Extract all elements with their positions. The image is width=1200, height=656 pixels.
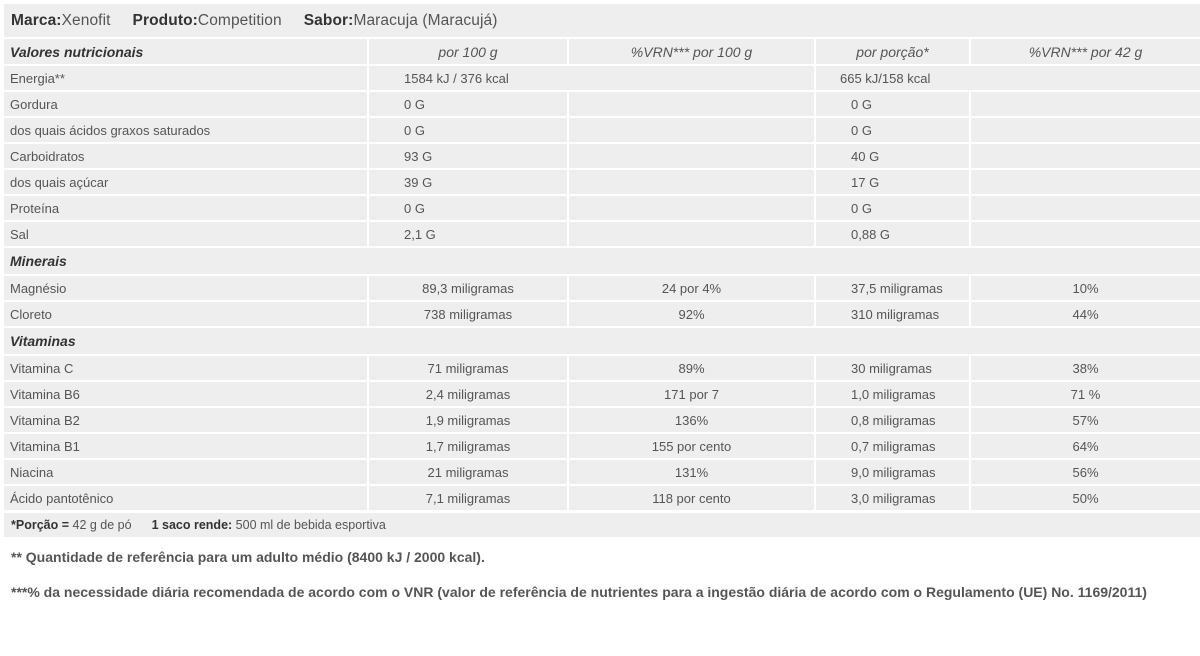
nutrient-name: Cloreto: [4, 302, 369, 326]
vrn-per-42g: 10%: [971, 276, 1200, 300]
nutrient-name: Niacina: [4, 460, 369, 484]
vrn-per-42g: 44%: [971, 302, 1200, 326]
vrn-per-42g: [971, 92, 1200, 116]
value-per-100g: 21 miligramas: [369, 460, 569, 484]
value-per-100g: 93 G: [369, 144, 569, 168]
minerals-section-title: Minerais: [4, 248, 1200, 274]
nutrient-name: dos quais açúcar: [4, 170, 369, 194]
brand-field: [11, 12, 111, 30]
brand-label: Marca:: [11, 11, 62, 29]
value-per-100g: 1584 kJ / 376 kcal: [369, 66, 816, 90]
value-per-portion: 0,7 miligramas: [816, 434, 971, 458]
vrn-per-42g: 50%: [971, 486, 1200, 510]
product-label: Produto:: [132, 11, 198, 29]
table-row: [4, 118, 1200, 142]
nutrient-name: Sal: [4, 222, 369, 246]
value-per-portion: 1,0 miligramas: [816, 382, 971, 406]
table-row: [4, 222, 1200, 246]
value-per-portion: 17 G: [816, 170, 971, 194]
vrn-per-42g: [971, 222, 1200, 246]
minerals-section: [4, 248, 1200, 274]
product-field: [133, 12, 282, 30]
value-per-portion: 30 miligramas: [816, 356, 971, 380]
table-row: [4, 144, 1200, 168]
value-per-portion: 0 G: [816, 196, 971, 220]
value-per-portion: 0 G: [816, 92, 971, 116]
vrn-per-42g: 57%: [971, 408, 1200, 432]
column-header-vrn42: %VRN*** por 42 g: [971, 39, 1200, 64]
value-per-100g: 0 G: [369, 196, 569, 220]
table-row: [4, 276, 1200, 300]
column-header-portion: por porção*: [816, 39, 971, 64]
vitamins-section: [4, 328, 1200, 354]
vrn-per-100g: 89%: [569, 356, 816, 380]
table-row: [4, 356, 1200, 380]
table-row: [4, 434, 1200, 458]
portion-info-bar: [4, 513, 1200, 537]
portion-label: *Porção =: [11, 518, 70, 532]
vrn-per-42g: [971, 170, 1200, 194]
product-info-bar: [4, 4, 1200, 37]
value-per-100g: 39 G: [369, 170, 569, 194]
table-header-row: [4, 39, 1200, 64]
vrn-per-42g: 56%: [971, 460, 1200, 484]
vrn-per-100g: 171 por 7: [569, 382, 816, 406]
value-per-100g: 1,7 miligramas: [369, 434, 569, 458]
value-per-100g: 1,9 miligramas: [369, 408, 569, 432]
vrn-per-100g: 131%: [569, 460, 816, 484]
value-per-portion: 0,8 miligramas: [816, 408, 971, 432]
vitamins-section-title: Vitaminas: [4, 328, 1200, 354]
nutrient-name: Vitamina C: [4, 356, 369, 380]
vrn-per-42g: [971, 196, 1200, 220]
table-row: [4, 408, 1200, 432]
table-row: [4, 302, 1200, 326]
nutrient-name: Energia**: [4, 66, 369, 90]
value-per-100g: 7,1 miligramas: [369, 486, 569, 510]
vrn-per-42g: 71 %: [971, 382, 1200, 406]
vrn-per-100g: 92%: [569, 302, 816, 326]
nutrient-name: Magnésio: [4, 276, 369, 300]
table-row: [4, 460, 1200, 484]
yield-label: 1 saco rende:: [151, 518, 233, 532]
table-row: [4, 382, 1200, 406]
nutrient-name: Proteína: [4, 196, 369, 220]
vrn-per-42g: [971, 144, 1200, 168]
yield-value: 500 ml de bebida esportiva: [235, 518, 386, 532]
table-row: [4, 170, 1200, 194]
nutrient-name: Ácido pantotênico: [4, 486, 369, 510]
flavor-field: [304, 12, 498, 30]
value-per-portion: 37,5 miligramas: [816, 276, 971, 300]
vrn-per-42g: 38%: [971, 356, 1200, 380]
vrn-per-100g: 136%: [569, 408, 816, 432]
table-row: [4, 486, 1200, 510]
value-per-100g: 0 G: [369, 92, 569, 116]
portion-value: 42 g de pó: [72, 518, 132, 532]
value-per-portion: 0,88 G: [816, 222, 971, 246]
footnote-vrn-reference: ***% da necessidade diária recomendada de acordo com o VNR (valor de referência de nutrientes para a ingestão diária de acordo com o Regulamento (UE) No. 1169/2011): [11, 584, 1147, 600]
value-per-portion: 3,0 miligramas: [816, 486, 971, 510]
column-header-vrn100: %VRN*** por 100 g: [569, 39, 816, 64]
value-per-100g: 89,3 miligramas: [369, 276, 569, 300]
nutrient-name: Gordura: [4, 92, 369, 116]
vrn-per-100g: [569, 170, 816, 194]
nutrient-name: Carboidratos: [4, 144, 369, 168]
nutrition-table: [4, 37, 1200, 512]
value-per-100g: 738 miligramas: [369, 302, 569, 326]
vrn-per-100g: 118 por cento: [569, 486, 816, 510]
value-per-100g: 71 miligramas: [369, 356, 569, 380]
vrn-per-100g: [569, 144, 816, 168]
value-per-100g: 2,1 G: [369, 222, 569, 246]
value-per-portion: 0 G: [816, 118, 971, 142]
vrn-per-100g: [569, 118, 816, 142]
vrn-per-42g: 64%: [971, 434, 1200, 458]
vrn-per-100g: 155 por cento: [569, 434, 816, 458]
value-per-100g: 2,4 miligramas: [369, 382, 569, 406]
vrn-per-100g: [569, 196, 816, 220]
vrn-per-100g: [569, 222, 816, 246]
column-header-nutrient: Valores nutricionais: [4, 39, 369, 64]
nutrient-name: Vitamina B6: [4, 382, 369, 406]
value-per-portion: 40 G: [816, 144, 971, 168]
value-per-portion: 665 kJ/158 kcal: [816, 66, 1200, 90]
vrn-per-42g: [971, 118, 1200, 142]
flavor-value: Maracuja (Maracujá): [353, 11, 498, 29]
vrn-per-100g: [569, 92, 816, 116]
product-value: Competition: [197, 11, 282, 29]
column-header-per100: por 100 g: [369, 39, 569, 64]
nutrient-name: dos quais ácidos graxos saturados: [4, 118, 369, 142]
vrn-per-100g: 24 por 4%: [569, 276, 816, 300]
nutrition-panel: [4, 4, 1200, 603]
value-per-portion: 9,0 miligramas: [816, 460, 971, 484]
table-row: [4, 66, 1200, 90]
brand-value: Xenofit: [61, 11, 111, 29]
table-row: [4, 196, 1200, 220]
value-per-portion: 310 miligramas: [816, 302, 971, 326]
flavor-label: Sabor:: [303, 11, 354, 29]
nutrient-name: Vitamina B1: [4, 434, 369, 458]
footnote-energy-reference: ** Quantidade de referência para um adulto médio (8400 kJ / 2000 kcal).: [11, 549, 485, 565]
table-row: [4, 92, 1200, 116]
nutrient-name: Vitamina B2: [4, 408, 369, 432]
value-per-100g: 0 G: [369, 118, 569, 142]
